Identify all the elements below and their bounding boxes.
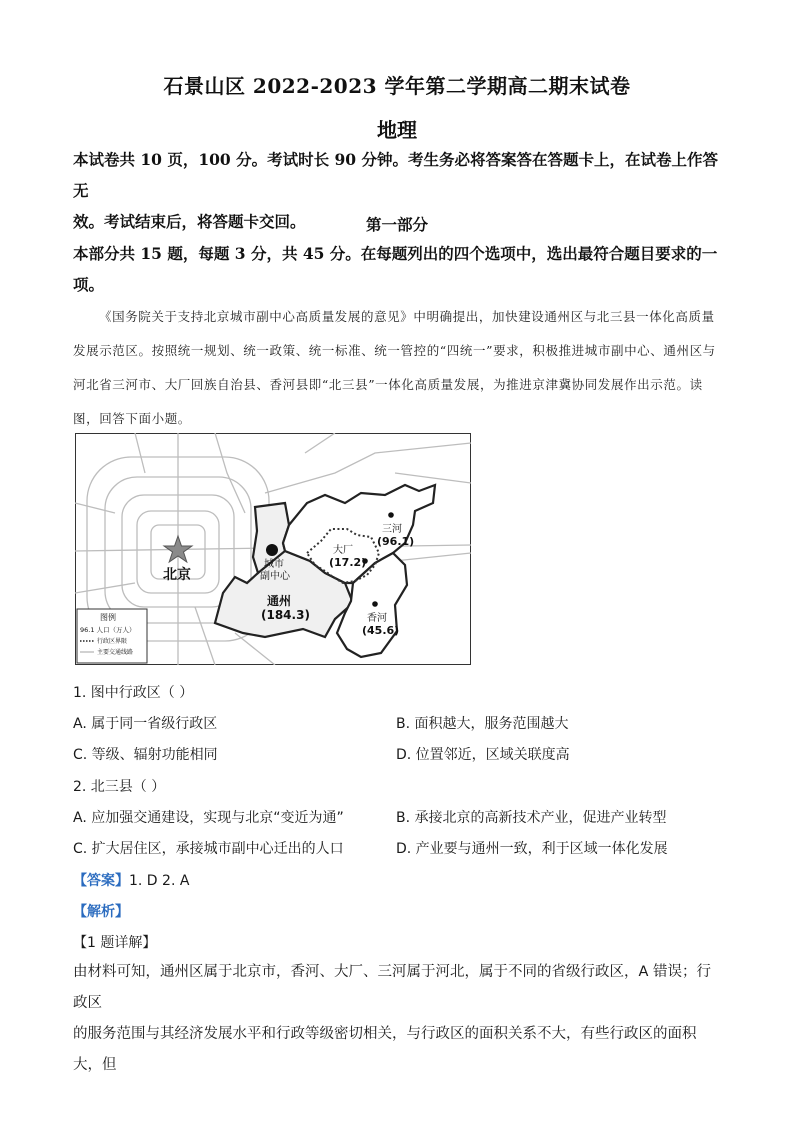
xianghe-label: 香河	[367, 613, 387, 624]
exam-title: 石景山区 2022-2023 学年第二学期高二期末试卷	[163, 74, 631, 98]
question-1-option-a: A. 属于同一省级行政区	[73, 716, 218, 732]
part-one-title: 第一部分	[365, 215, 428, 234]
question-1-option-d: D. 位置邻近，区域关联度高	[396, 747, 570, 763]
dachang-pop-label: (17.2)	[329, 556, 367, 569]
analysis-line-2: 的服务范围与其经济发展水平和行政等级密切相关，与行政区的面积关系不大，有些行政区的面积大，但	[73, 1026, 697, 1073]
subject-title: 地理	[377, 118, 417, 142]
question-2-option-b: B. 承接北京的高新技术产业，促进产业转型	[396, 810, 667, 826]
part-one-intro	[73, 238, 725, 300]
instructions-line-2: 效。考试结束后，将答题卡交回。	[73, 212, 306, 231]
map-legend	[77, 609, 147, 663]
xianghe-pop-label: (45.6)	[362, 624, 400, 637]
answer-text: 1. D 2. A	[129, 873, 190, 889]
part-one-intro-line-1: 本部分共 15 题，每题 3 分，共 45 分。在每题列出的四个选项中，选出最符合题目要求的一	[73, 244, 718, 263]
beijing-label: 北京	[163, 567, 191, 583]
question-1-option-b: B. 面积越大，服务范围越大	[396, 716, 569, 732]
tongzhou-label: 通州	[267, 594, 292, 608]
question-1-option-c: C. 等级、辐射功能相同	[73, 747, 218, 763]
legend-road: 主要交通线路	[97, 649, 134, 656]
sanhe-label: 三河	[382, 524, 402, 535]
part-one-intro-line-2: 项。	[73, 275, 105, 294]
dachang-label: 大厂	[333, 545, 353, 556]
analysis-tag: 【解析】	[73, 904, 129, 920]
detail-tag: 【1 题详解】	[73, 935, 157, 951]
sanhe-pop-label: (96.1)	[377, 535, 415, 548]
analysis-line-1: 由材料可知，通州区属于北京市，香河、大厂、三河属于河北，属于不同的省级行政区，A 错误；行政区	[73, 964, 712, 1011]
question-2-option-a: A. 应加强交通建设，实现与北京“变近为通”	[73, 810, 344, 826]
question-2-option-d: D. 产业要与通州一致，利于区域一体化发展	[396, 841, 668, 857]
legend-title: 图例	[100, 613, 116, 622]
instructions-line-1: 本试卷共 10 页，100 分。考试时长 90 分钟。考生务必将答案答在答题卡上，在试卷上作答无	[73, 150, 718, 200]
question-2-option-c: C. 扩大居住区，承接城市副中心迁出的人口	[73, 841, 344, 857]
analysis-row	[73, 901, 129, 921]
material-passage: 《国务院关于支持北京城市副中心高质量发展的意见》中明确提出，加快建设通州区与北三县一体化高质量发展示范区。按照统一规划、统一政策、统一标准、统一管控的“四统一”要求，积极推进城市副中心、通州区与河北省三河市、大厂回族自治县、香河县即“北三县”一体化高质量发展，为推进京津冀协同发展作出示范。读图，回答下面小题。	[73, 309, 716, 426]
answer-row	[73, 870, 189, 890]
legend-population: 96.1 人口（万人）	[80, 626, 136, 634]
analysis-paragraph	[73, 957, 725, 1081]
region-map	[75, 433, 471, 665]
tongzhou-pop-label: (184.3)	[261, 608, 310, 622]
legend-boundary: 行政区界限	[97, 638, 128, 645]
xianghe-marker-icon	[372, 601, 378, 607]
subcenter-label-2: 副中心	[260, 571, 290, 582]
question-1-stem: 1. 图中行政区（ ）	[73, 685, 194, 701]
subcenter-label-1: 城市	[264, 559, 284, 570]
subcenter-marker-icon	[266, 544, 278, 556]
answer-tag: 【答案】	[73, 873, 129, 889]
question-2-stem: 2. 北三县（ ）	[73, 779, 166, 795]
sanhe-marker-icon	[388, 512, 394, 518]
detail-row	[73, 932, 156, 952]
